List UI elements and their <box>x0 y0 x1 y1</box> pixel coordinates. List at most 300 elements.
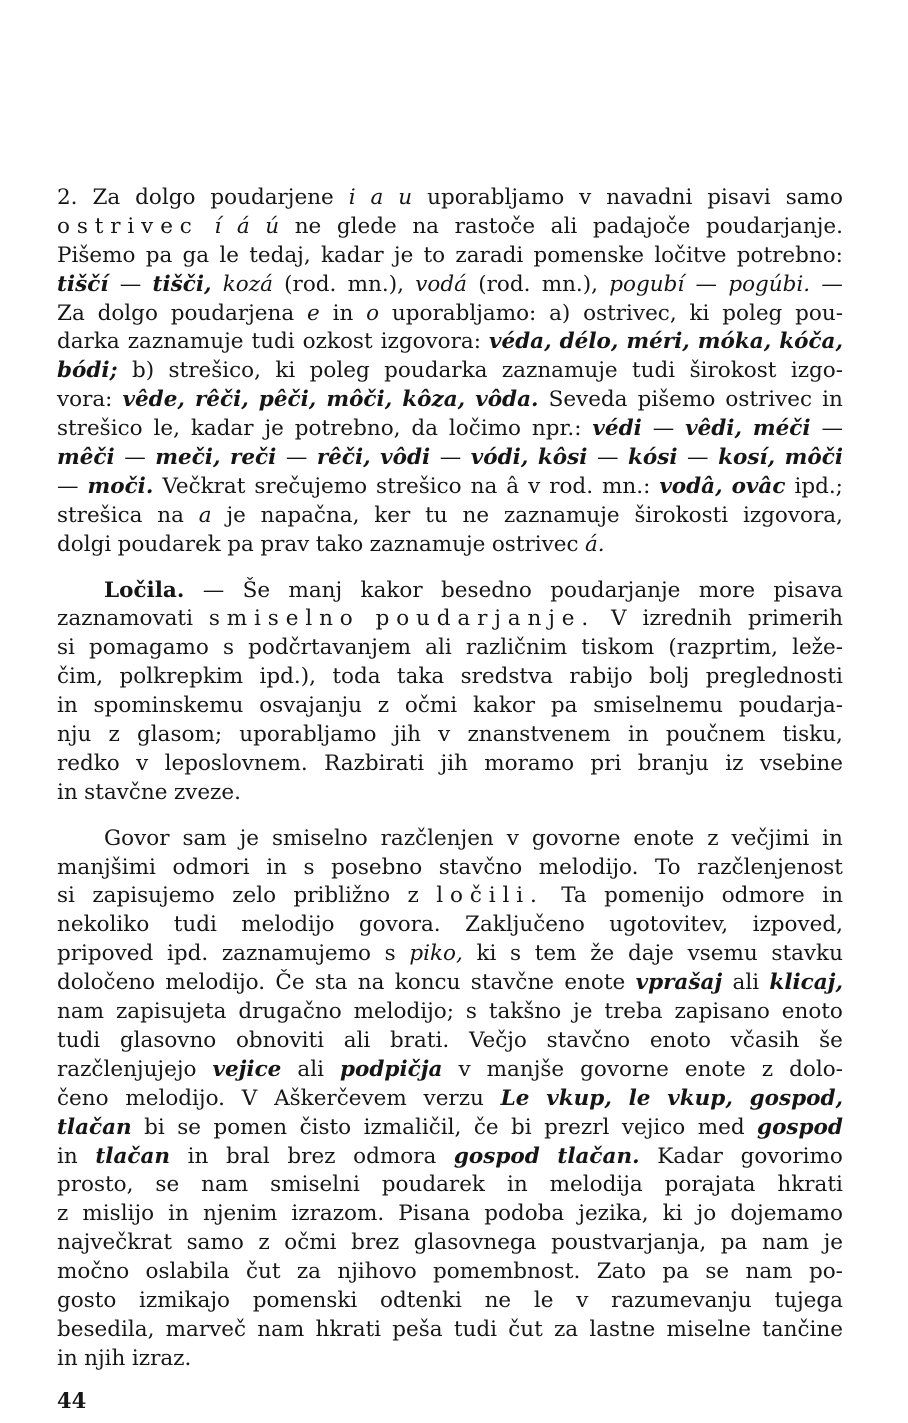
text-line <box>57 1143 843 1172</box>
word: hkrati <box>315 1316 382 1342</box>
word: le <box>533 1287 554 1313</box>
word: tudi <box>453 1316 497 1342</box>
word: zaznamuje <box>127 329 244 355</box>
word: tančine <box>762 1316 843 1342</box>
word: — <box>439 445 462 471</box>
word: zaznamuje <box>369 531 486 557</box>
word: — <box>596 445 619 471</box>
word: ne <box>462 502 490 528</box>
paragraph-2 <box>57 577 843 808</box>
word: môči <box>784 445 843 471</box>
word: kadar <box>190 416 254 442</box>
text-line <box>57 663 843 692</box>
word: s <box>510 941 522 967</box>
word: melodijo; <box>353 999 454 1025</box>
word: glasovnega <box>413 1230 537 1256</box>
word: nam <box>761 1230 810 1256</box>
word: vejico <box>621 1114 686 1140</box>
word: í <box>214 213 222 239</box>
word: jo <box>696 1201 717 1227</box>
word: ali <box>550 213 578 239</box>
word: pêči, <box>258 387 317 413</box>
word: mn.), <box>347 271 404 297</box>
word: primerih <box>747 606 843 632</box>
word: redko <box>57 750 120 776</box>
word: tu <box>425 502 448 528</box>
word: po- <box>808 1259 843 1285</box>
word: poudarek <box>117 531 221 557</box>
word: je <box>573 999 593 1025</box>
word: — <box>821 271 843 297</box>
text-line <box>57 531 843 560</box>
word: s <box>303 854 315 880</box>
word: v <box>528 473 541 499</box>
word: stavčne <box>470 970 555 996</box>
word: poudarjanje. <box>705 213 843 239</box>
word: tedaj, <box>249 242 311 268</box>
word: največkrat <box>57 1230 173 1256</box>
word: obnoviti <box>235 1027 324 1053</box>
word: z <box>707 825 719 851</box>
word: smiselno <box>271 825 368 851</box>
word: odmori <box>172 854 250 880</box>
word: vejice <box>212 1056 282 1082</box>
word: meči, <box>155 445 221 471</box>
word: govorne <box>580 1056 669 1082</box>
text-line <box>57 242 843 271</box>
word: je <box>239 825 260 851</box>
body-text <box>57 184 843 1374</box>
word: pa <box>550 693 578 719</box>
word: že <box>590 941 615 967</box>
word: enote <box>684 1056 746 1082</box>
word: preglednosti <box>705 664 843 690</box>
word: govorimo <box>740 1143 843 1169</box>
word: vsebine <box>759 750 843 776</box>
word: in <box>332 300 354 326</box>
word: ipd. <box>166 941 209 967</box>
word: navadni <box>606 185 693 210</box>
word: nam <box>57 999 105 1025</box>
word: pomagamo <box>89 635 209 661</box>
word: zaznamuje <box>503 502 620 528</box>
word: v <box>438 722 451 748</box>
word: in <box>57 693 78 719</box>
word: melodijo. <box>538 854 639 880</box>
word: za <box>296 1259 321 1285</box>
word: tako <box>315 531 364 557</box>
word: čim, <box>57 664 104 690</box>
word: čut <box>508 1316 543 1342</box>
word: njenim <box>202 1201 278 1227</box>
word: vôda. <box>475 387 539 413</box>
word: rêči, <box>194 387 249 413</box>
word: kosí, <box>718 445 776 471</box>
word: poudarjanje. <box>375 606 596 632</box>
text-line <box>57 502 843 531</box>
word: ugotovitev, <box>609 912 729 938</box>
text-line <box>57 854 843 883</box>
word: zapisujemo <box>92 883 215 909</box>
word: posebno <box>331 854 423 880</box>
word: s <box>223 635 235 661</box>
word: pomen <box>213 1114 288 1140</box>
text-line <box>57 213 843 242</box>
word: Za <box>92 185 121 210</box>
word: ločimo <box>448 416 521 442</box>
text-line <box>57 1287 843 1316</box>
word: rêči, <box>316 445 371 471</box>
word: ostrivec <box>725 387 813 413</box>
word: — <box>695 271 718 297</box>
word: Ta <box>561 883 587 909</box>
word: ločili. <box>436 883 544 909</box>
word: Le <box>500 1085 530 1111</box>
word: besedno <box>441 577 532 603</box>
word: poudarka <box>384 358 488 384</box>
word: gospod, <box>749 1085 843 1111</box>
word: samo <box>785 185 843 210</box>
word: pa <box>662 1259 689 1285</box>
word: nam <box>257 1316 305 1342</box>
word: izrednih <box>642 606 733 632</box>
word: npr.: <box>531 416 582 442</box>
word: tudi <box>251 329 295 355</box>
word: izmikajo <box>139 1287 230 1313</box>
word: brez <box>351 1230 400 1256</box>
text-line <box>57 605 843 634</box>
word: si <box>57 883 75 909</box>
word: spominskemu <box>93 693 244 719</box>
word: razčlenjen <box>380 825 494 851</box>
word: védi <box>592 416 642 442</box>
word: leže- <box>792 635 843 661</box>
word: polkrepkim <box>119 664 244 690</box>
word: zapisano <box>674 999 770 1025</box>
word: — <box>119 271 142 297</box>
word: besedila, <box>57 1316 155 1342</box>
word: jih <box>440 750 468 776</box>
word: in <box>506 1172 528 1198</box>
text-line <box>57 1114 843 1143</box>
word: gosto <box>57 1287 117 1313</box>
word: Še <box>242 577 271 603</box>
word: pa <box>720 1230 748 1256</box>
text-line <box>57 300 843 329</box>
word: razumevanju <box>611 1287 752 1313</box>
word: podčrtavanjem <box>248 635 412 661</box>
word: tišči, <box>152 271 212 297</box>
text-line <box>57 779 843 808</box>
word: je <box>226 502 246 528</box>
word: manj <box>288 577 343 603</box>
word: — <box>652 416 675 442</box>
word: in <box>168 1201 189 1227</box>
text-line <box>57 721 843 750</box>
word: le <box>628 1085 651 1111</box>
word: na <box>157 502 184 528</box>
word: a) <box>549 300 571 326</box>
word: in <box>266 854 287 880</box>
word: gospod <box>757 1114 843 1140</box>
word: vkup, <box>546 1085 612 1111</box>
word: moramo <box>484 750 575 776</box>
word: ker <box>374 502 411 528</box>
word: je <box>393 242 414 268</box>
word: ú <box>265 213 280 239</box>
word: vprašaj <box>635 970 723 996</box>
word: manjšimi <box>57 854 156 880</box>
word: s <box>465 999 477 1025</box>
word: nam <box>201 1172 249 1198</box>
word: pomenske <box>533 242 644 268</box>
word: zveze. <box>173 779 241 805</box>
word: klicaj, <box>769 970 843 996</box>
word: da <box>411 416 438 442</box>
word: koncu <box>394 970 461 996</box>
word: z <box>407 883 419 909</box>
word: Ločila. <box>104 577 185 603</box>
word: pa <box>145 242 173 268</box>
word: prezrl <box>544 1114 610 1140</box>
word: na <box>470 473 498 499</box>
text-line <box>57 415 843 444</box>
word: drugačno <box>238 999 342 1025</box>
word: e <box>307 300 320 326</box>
word: reči <box>230 445 277 471</box>
word: vsemu <box>687 941 758 967</box>
text-line <box>57 444 843 473</box>
word: ozkost <box>302 329 373 355</box>
word: strešico <box>376 473 462 499</box>
word: pou- <box>795 300 843 326</box>
word: z <box>377 693 390 719</box>
word: v <box>506 825 519 851</box>
word: glasom; <box>137 722 223 748</box>
word: pri <box>590 750 622 776</box>
word: različnim <box>465 635 568 661</box>
text-line <box>57 1027 843 1056</box>
word: brez <box>287 1143 336 1169</box>
word: Aškerčevem <box>274 1085 407 1111</box>
word: ipd.), <box>259 664 316 690</box>
word: — <box>687 445 709 471</box>
word: tiščí <box>57 271 109 297</box>
word: pisavi <box>707 185 771 210</box>
word: i <box>348 185 356 210</box>
word: vodá <box>415 271 467 297</box>
word: uporabljamo <box>427 185 565 210</box>
word: tlačan <box>95 1143 171 1169</box>
word: méri, <box>626 329 690 355</box>
word: miselne <box>666 1316 751 1342</box>
word: a <box>370 185 384 210</box>
text-line <box>57 1171 843 1200</box>
word: branju <box>637 750 709 776</box>
paragraph-1 <box>57 184 843 560</box>
word: podoba <box>484 1201 565 1227</box>
word: pisava <box>773 577 843 603</box>
word: za <box>553 1316 579 1342</box>
word: tudi <box>173 912 217 938</box>
word: mn.: <box>602 473 651 499</box>
word: enoto <box>781 999 843 1025</box>
word: strešico, <box>168 358 261 384</box>
word: ostrivec <box>491 531 579 557</box>
word: Seveda <box>548 387 628 413</box>
word: izrazom. <box>291 1201 385 1227</box>
text-line <box>57 577 843 606</box>
word: njihovo <box>337 1259 417 1285</box>
word: treba <box>604 999 663 1025</box>
word: stavčne <box>84 779 168 805</box>
word: ki <box>476 941 497 967</box>
word: govora. <box>358 912 441 938</box>
word: — <box>124 445 146 471</box>
paragraph-3 <box>57 825 843 1374</box>
word: vódi, <box>470 445 529 471</box>
word: ostrivec, <box>583 300 677 326</box>
word: ne <box>484 1287 512 1313</box>
word: izgovora: <box>380 329 481 355</box>
word: določeno <box>57 970 156 996</box>
word: toda <box>332 664 381 690</box>
word: se <box>705 1259 730 1285</box>
word: poleg <box>309 358 370 384</box>
word: enote <box>633 825 695 851</box>
word: méči <box>752 416 811 442</box>
word: napačna, <box>260 502 360 528</box>
word: — <box>285 445 308 471</box>
word: in <box>187 1143 209 1169</box>
word: á <box>236 213 250 239</box>
word: mêči <box>57 445 115 471</box>
word: tujega <box>774 1287 843 1313</box>
word: V <box>611 606 627 632</box>
word: si <box>57 635 75 661</box>
word: daje <box>627 941 674 967</box>
word: pripoved <box>57 941 154 967</box>
word: zaznamuje <box>501 358 618 384</box>
word: kadar <box>320 242 384 268</box>
word: pomembnost. <box>433 1259 581 1285</box>
word: pišemo <box>637 387 716 413</box>
word: stavku <box>771 941 843 967</box>
word: kósi <box>627 445 678 471</box>
word: če <box>473 1114 499 1140</box>
word: u <box>398 185 413 210</box>
word: dojemamo <box>730 1201 843 1227</box>
word: bódi; <box>57 358 118 384</box>
word: na <box>412 213 439 239</box>
word: ovâc <box>731 473 786 499</box>
word: pa <box>227 531 254 557</box>
word: in <box>822 387 843 413</box>
word: zaradi <box>455 242 524 268</box>
word: dolgi <box>57 531 112 557</box>
word: melodijo <box>241 912 335 938</box>
word: nekoliko <box>57 912 150 938</box>
word: dolgo <box>135 185 196 210</box>
word: zaznamovati <box>57 606 193 632</box>
word: tlačan <box>57 1114 132 1140</box>
word: smiselno <box>208 606 360 632</box>
word: brati. <box>390 1027 450 1053</box>
word: vkup, <box>667 1085 733 1111</box>
word: a <box>198 502 212 528</box>
word: leposlovnem. <box>164 750 308 776</box>
text-line <box>57 882 843 911</box>
word: Kadar <box>657 1143 723 1169</box>
word: z <box>108 722 120 748</box>
word: večjimi <box>731 825 810 851</box>
word: á. <box>584 531 605 557</box>
word: b) <box>131 358 155 384</box>
word: vora: <box>57 387 113 413</box>
word: poustvarjanja, <box>551 1230 707 1256</box>
word: â <box>506 473 520 499</box>
word: To <box>654 854 681 880</box>
word: jezika, <box>578 1201 649 1227</box>
word: sredstva <box>460 664 553 690</box>
word: bi <box>144 1114 165 1140</box>
text-line <box>57 969 843 998</box>
word: piko, <box>409 941 463 967</box>
word: ki <box>275 358 296 384</box>
word: taka <box>396 664 445 690</box>
word: izpoved, <box>752 912 843 938</box>
word: gospod <box>453 1143 540 1169</box>
word: mislijo <box>82 1201 155 1227</box>
word: in <box>822 883 843 909</box>
word: kôza, <box>402 387 466 413</box>
word: nam <box>745 1259 793 1285</box>
word: vôdi <box>380 445 431 471</box>
word: mn.), <box>541 271 598 297</box>
word: čut <box>245 1259 281 1285</box>
word: ali <box>425 635 452 661</box>
word: približno <box>293 883 391 909</box>
word: peša <box>392 1316 443 1342</box>
word: bral <box>226 1143 270 1169</box>
word: délo, <box>559 329 619 355</box>
word: marveč <box>165 1316 247 1342</box>
word: s <box>384 941 396 967</box>
text-line <box>57 1345 843 1374</box>
word: odtenki <box>380 1287 462 1313</box>
text-line <box>57 1316 843 1345</box>
word: ne <box>294 213 322 239</box>
word: V <box>241 1085 258 1111</box>
text-line <box>57 1229 843 1258</box>
word: ipd.; <box>794 473 843 499</box>
word: kakor <box>360 577 423 603</box>
word: sam <box>182 825 227 851</box>
paragraph-gap <box>57 808 843 825</box>
word: in <box>627 722 649 748</box>
word: odmore <box>721 883 805 909</box>
word: poudarjena <box>170 300 295 326</box>
word: (rod. <box>284 271 337 297</box>
word: poučnem <box>665 722 766 748</box>
word: ali <box>732 970 760 996</box>
word: tudi <box>632 358 676 384</box>
paragraph-gap <box>57 560 843 577</box>
word: strešico <box>57 416 143 442</box>
word: v <box>458 1056 471 1082</box>
word: porajata <box>664 1172 756 1198</box>
word: poudarjanje <box>550 577 681 603</box>
